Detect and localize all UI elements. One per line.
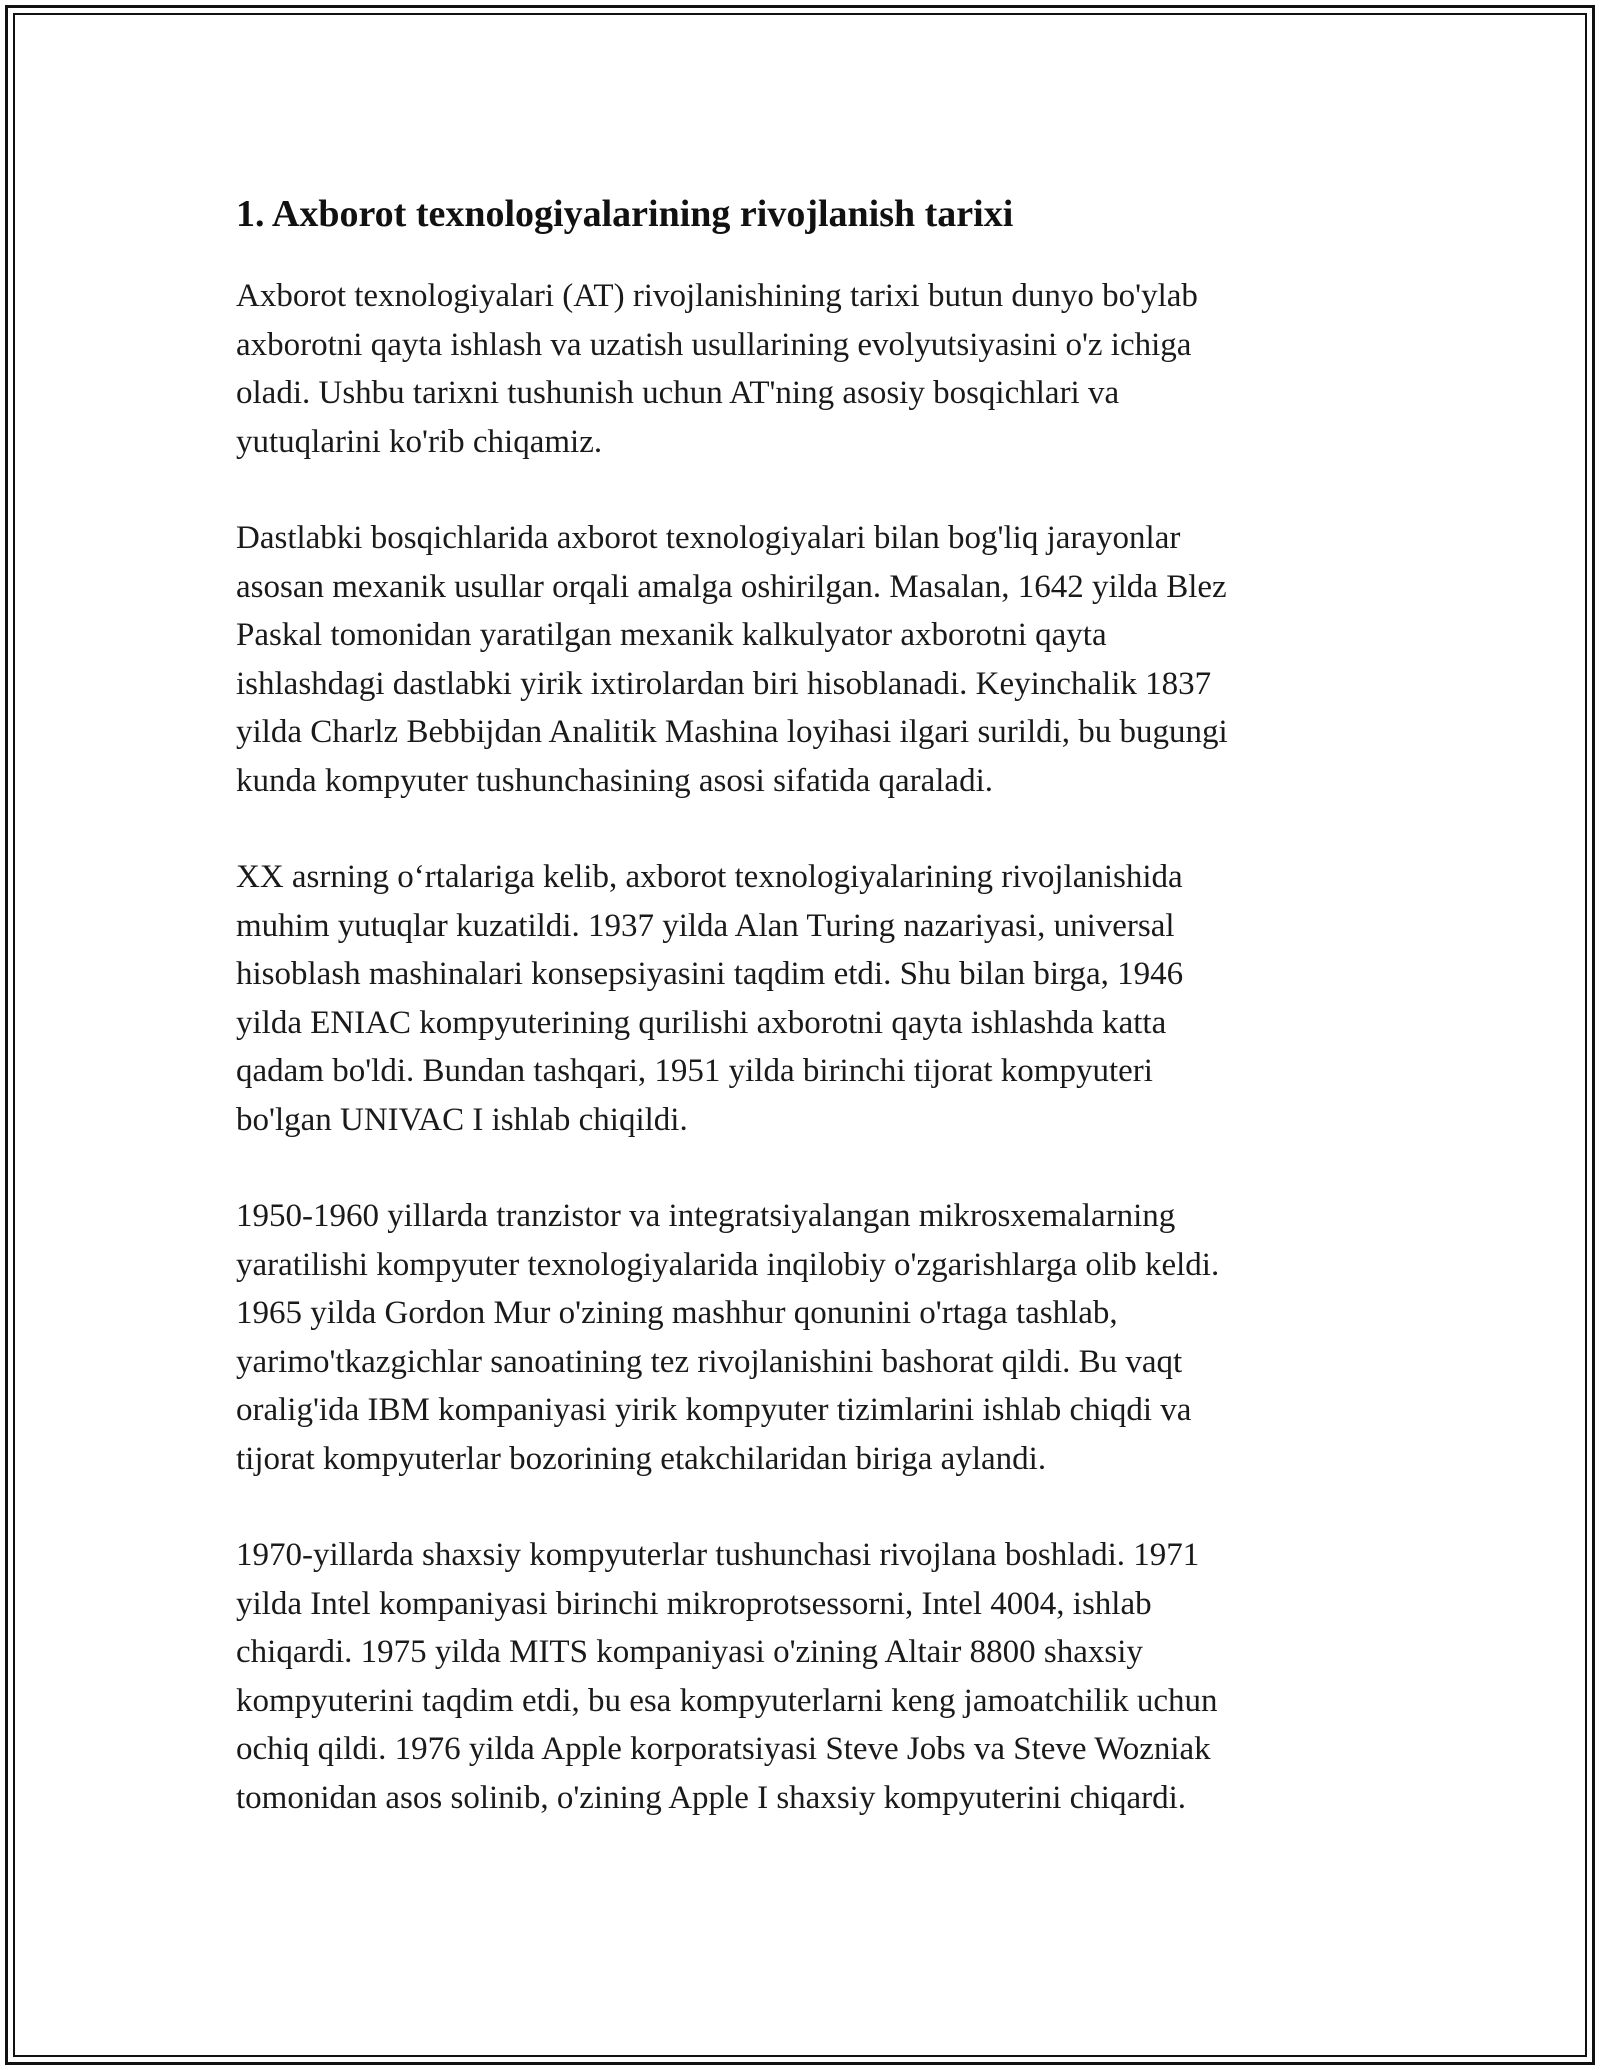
paragraph-line: Paskal tomonidan yaratilgan mexanik kalkulyator axborotni qayta xyxy=(236,617,1107,653)
paragraph-line: 1970-yillarda shaxsiy kompyuterlar tushunchasi rivojlana boshladi. 1971 xyxy=(236,1537,1200,1573)
paragraph-line: yilda Charlz Bebbijdan Analitik Mashina loyihasi ilgari surildi, bu bugungi xyxy=(236,714,1228,750)
paragraph xyxy=(236,514,1366,805)
paragraph-line: qadam bo'ldi. Bundan tashqari, 1951 yilda birinchi tijorat kompyuteri xyxy=(236,1053,1153,1089)
paragraph xyxy=(236,853,1366,1144)
paragraph-line: chiqardi. 1975 yilda MITS kompaniyasi o'zining Altair 8800 shaxsiy xyxy=(236,1634,1143,1670)
paragraph-line: yutuqlarini ko'rib chiqamiz. xyxy=(236,423,603,460)
paragraph-line: 1950-1960 yillarda tranzistor va integratsiyalangan mikrosxemalarning xyxy=(236,1198,1176,1234)
paragraph-line: oladi. Ushbu tarixni tushunish uchun AT'ning asosiy bosqichlari va xyxy=(236,375,1120,411)
paragraph-line: tomonidan asos solinib, o'zining Apple I shaxsiy kompyuterini chiqardi. xyxy=(236,1779,1187,1816)
paragraph-line: kunda kompyuter tushunchasining asosi sifatida qaraladi. xyxy=(236,762,994,799)
paragraph-list xyxy=(236,272,1366,1822)
paragraph-line: hisoblash mashinalari konsepsiyasini taqdim etdi. Shu bilan birga, 1946 xyxy=(236,956,1184,992)
paragraph xyxy=(236,1192,1366,1483)
paragraph-line: yilda Intel kompaniyasi birinchi mikroprotsessorni, Intel 4004, ishlab xyxy=(236,1585,1152,1622)
paragraph-line: XX asrning o‘rtalariga kelib, axborot texnologiyalarining rivojlanishida xyxy=(236,859,1183,895)
paragraph-line: muhim yutuqlar kuzatildi. 1937 yilda Alan Turing nazariyasi, universal xyxy=(236,907,1175,944)
paragraph-line: axborotni qayta ishlash va uzatish usullarining evolyutsiyasini o'z ichiga xyxy=(236,326,1192,363)
paragraph-line: Axborot texnologiyalari (AT) rivojlanishining tarixi butun dunyo bo'ylab xyxy=(236,278,1198,314)
paragraph-line: oralig'ida IBM kompaniyasi yirik kompyuter tizimlarini ishlab chiqdi va xyxy=(236,1392,1192,1428)
paragraph-line: yarimo'tkazgichlar sanoatining tez rivojlanishini bashorat qildi. Bu vaqt xyxy=(236,1343,1183,1380)
paragraph-line: 1965 yilda Gordon Mur o'zining mashhur qonunini o'rtaga tashlab, xyxy=(236,1295,1118,1331)
paragraph-line: asosan mexanik usullar orqali amalga oshirilgan. Masalan, 1642 yilda Blez xyxy=(236,568,1227,605)
section-heading: 1. Axborot texnologiyalarining rivojlanish tarixi xyxy=(236,193,1014,235)
paragraph xyxy=(236,272,1366,466)
paragraph-line: ishlashdagi dastlabki yirik ixtirolardan biri hisoblanadi. Keyinchalik 1837 xyxy=(236,665,1212,702)
paragraph-line: yaratilishi kompyuter texnologiyalarida inqilobiy o'zgarishlarga olib keldi. xyxy=(236,1246,1220,1283)
paragraph-line: kompyuterini taqdim etdi, bu esa kompyuterlarni keng jamoatchilik uchun xyxy=(236,1682,1218,1719)
document-body xyxy=(236,186,1366,1870)
paragraph xyxy=(236,1531,1366,1822)
paragraph-line: tijorat kompyuterlar bozorining etakchilaridan biriga aylandi. xyxy=(236,1440,1047,1477)
paragraph-line: yilda ENIAC kompyuterining qurilishi axborotni qayta ishlashda katta xyxy=(236,1004,1167,1041)
paragraph-line: ochiq qildi. 1976 yilda Apple korporatsiyasi Steve Jobs va Steve Wozniak xyxy=(236,1731,1211,1767)
paragraph-line: Dastlabki bosqichlarida axborot texnologiyalari bilan bog'liq jarayonlar xyxy=(236,520,1181,556)
paragraph-line: bo'lgan UNIVAC I ishlab chiqildi. xyxy=(236,1101,688,1138)
